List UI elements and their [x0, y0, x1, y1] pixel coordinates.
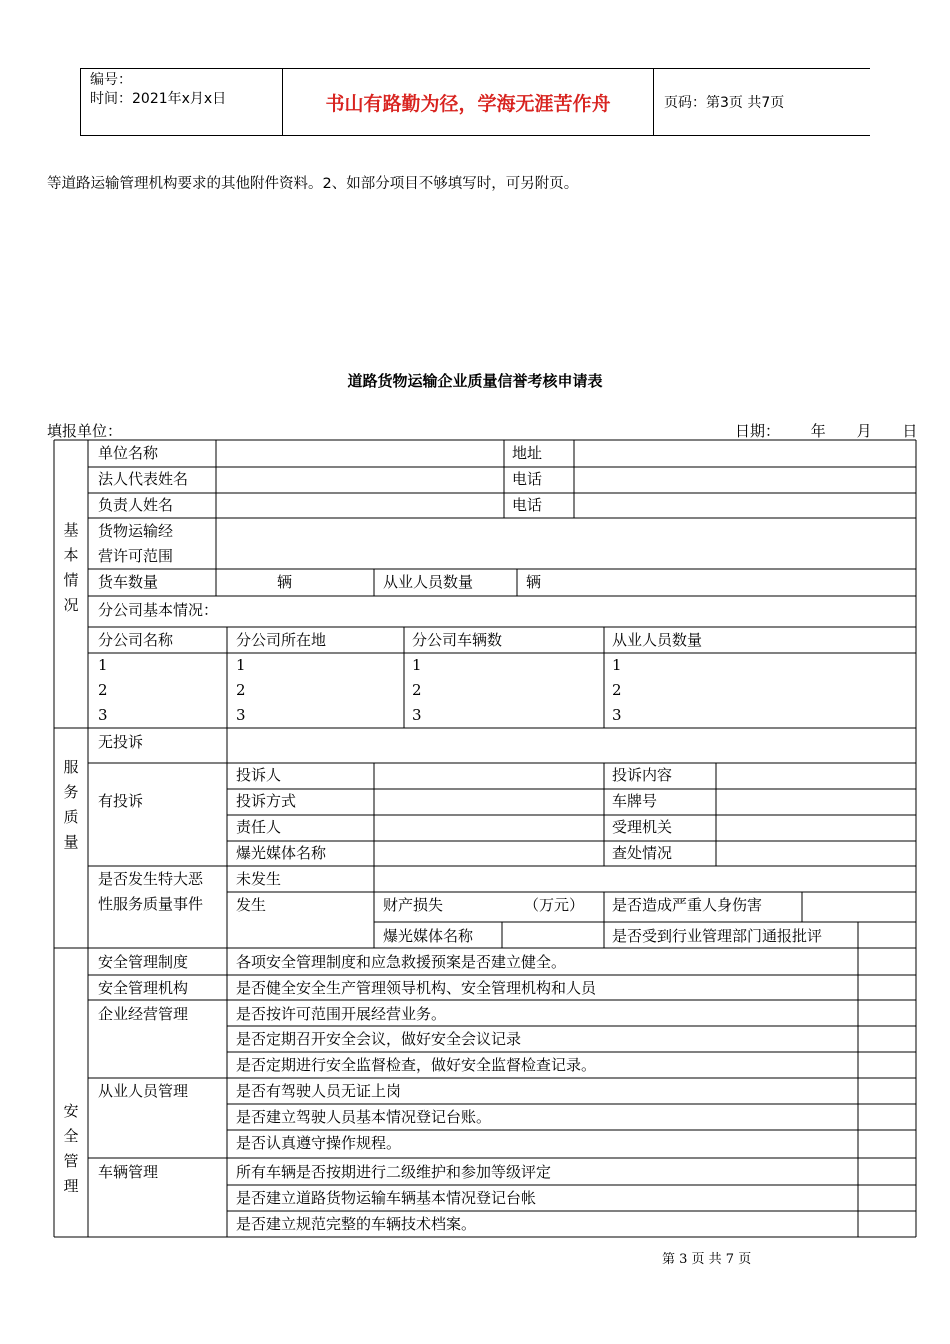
address-label: 地址: [512, 444, 543, 462]
branch-header-vehicles: 分公司车辆数: [412, 631, 503, 649]
safety-category: 安全管理机构: [98, 979, 189, 997]
vehicle-unit-2: 辆: [526, 573, 542, 591]
safety-category: 车辆管理: [98, 1163, 159, 1181]
serious-injury-label: 是否造成严重人身伤害: [612, 896, 763, 914]
safety-category: 企业经营管理: [98, 1005, 189, 1023]
safety-item: 各项安全管理制度和应急救援预案是否建立健全。: [236, 953, 567, 971]
branch-header-location: 分公司所在地: [236, 631, 327, 649]
occurred-label: 发生: [236, 896, 267, 914]
date-text: 日期：: [735, 422, 781, 440]
time-label: 时间：2021年x月x日: [90, 91, 227, 107]
branch-row-num: 1: [98, 656, 108, 674]
safety-item: 所有车辆是否按期进行二级维护和参加等级评定: [236, 1163, 552, 1181]
safety-item: 是否认真遵守操作规程。: [236, 1134, 402, 1152]
safety-item: 是否建立规范完整的车辆技术档案。: [236, 1215, 477, 1233]
handling-status-label: 查处情况: [612, 844, 673, 862]
date-month: 月: [856, 422, 872, 440]
media-name-label: 爆光媒体名称: [236, 844, 327, 862]
plate-no-label: 车牌号: [612, 792, 658, 810]
branch-row-num: 3: [612, 706, 622, 724]
staff-count-label: 从业人员数量: [383, 573, 474, 591]
date-year: 年: [810, 422, 826, 440]
criticized-label: 是否受到行业管理部门通报批评: [612, 927, 823, 945]
section-basic-label: 基本情况: [63, 521, 79, 614]
responsible-person-label: 责任人: [236, 818, 282, 836]
complaint-content-label: 投诉内容: [612, 766, 673, 784]
safety-item: 是否健全安全生产管理领导机构、安全管理机构和人员: [236, 979, 597, 997]
vehicle-unit-1: 辆: [277, 573, 293, 591]
branch-row-num: 2: [236, 681, 246, 699]
incident-label-line2: 性服务质量事件: [98, 895, 204, 913]
section-service-label: 服务质量: [63, 758, 79, 851]
safety-item: 是否定期进行安全监督检查，做好安全监督检查记录。: [236, 1056, 597, 1074]
safety-item: 是否按许可范围开展经营业务。: [236, 1005, 447, 1023]
branch-header-name: 分公司名称: [98, 631, 174, 649]
scope-label-line2: 营许可范围: [98, 547, 174, 565]
not-occurred-label: 未发生: [236, 870, 282, 888]
safety-category: 安全管理制度: [98, 953, 189, 971]
branch-row-num: 2: [98, 681, 108, 699]
branch-row-num: 3: [98, 706, 108, 724]
property-loss-label: 财产损失: [383, 896, 444, 914]
page-footer: 第 3 页 共 7 页: [662, 1252, 752, 1267]
branch-row-num: 1: [236, 656, 246, 674]
safety-item: 是否建立道路货物运输车辆基本情况登记台帐: [236, 1189, 537, 1207]
branch-row-num: 2: [612, 681, 622, 699]
incident-label-line1: 是否发生特大恶: [98, 870, 204, 888]
branch-row-num: 1: [612, 656, 622, 674]
no-complaint-label: 无投诉: [98, 733, 144, 751]
fill-unit-label: 填报单位：: [47, 422, 123, 440]
responsible-label: 负责人姓名: [98, 496, 174, 514]
branch-row-num: 3: [236, 706, 246, 724]
section-safety-label: 安全管理: [63, 1102, 79, 1195]
safety-item: 是否有驾驶人员无证上岗: [236, 1082, 402, 1100]
legal-rep-label: 法人代表姓名: [98, 470, 189, 488]
safety-item: 是否定期召开安全会议，做好安全会议记录: [236, 1030, 522, 1048]
truck-count-label: 货车数量: [98, 573, 159, 591]
branch-header-staff: 从业人员数量: [612, 631, 703, 649]
number-label: 编号：: [90, 72, 132, 88]
has-complaint-label: 有投诉: [98, 792, 144, 810]
phone-label-1: 电话: [512, 470, 543, 488]
branch-row-num: 3: [412, 706, 422, 724]
phone-label-2: 电话: [512, 496, 543, 514]
intro-text: 等道路运输管理机构要求的其他附件资料。2、如部分项目不够填写时，可另附页。: [47, 176, 579, 192]
wan-yuan-label: （万元）: [524, 896, 585, 914]
complainant-label: 投诉人: [236, 766, 282, 784]
header-motto: 书山有路勤为径，学海无涯苦作舟: [282, 69, 654, 135]
media-name-label-2: 爆光媒体名称: [383, 927, 474, 945]
scope-label-line1: 货物运输经: [98, 522, 174, 540]
branch-row-num: 2: [412, 681, 422, 699]
handling-agency-label: 受理机关: [612, 818, 673, 836]
safety-category: 从业人员管理: [98, 1082, 189, 1100]
complaint-method-label: 投诉方式: [236, 792, 297, 810]
branch-row-num: 1: [412, 656, 422, 674]
branch-info-label: 分公司基本情况：: [98, 601, 219, 619]
unit-name-label: 单位名称: [98, 444, 159, 462]
date-day: 日: [902, 422, 918, 440]
form-title: 道路货物运输企业质量信誉考核申请表: [347, 372, 603, 390]
safety-item: 是否建立驾驶人员基本情况登记台账。: [236, 1108, 492, 1126]
header-page-label: 页码：第3页 共7页: [664, 95, 785, 111]
